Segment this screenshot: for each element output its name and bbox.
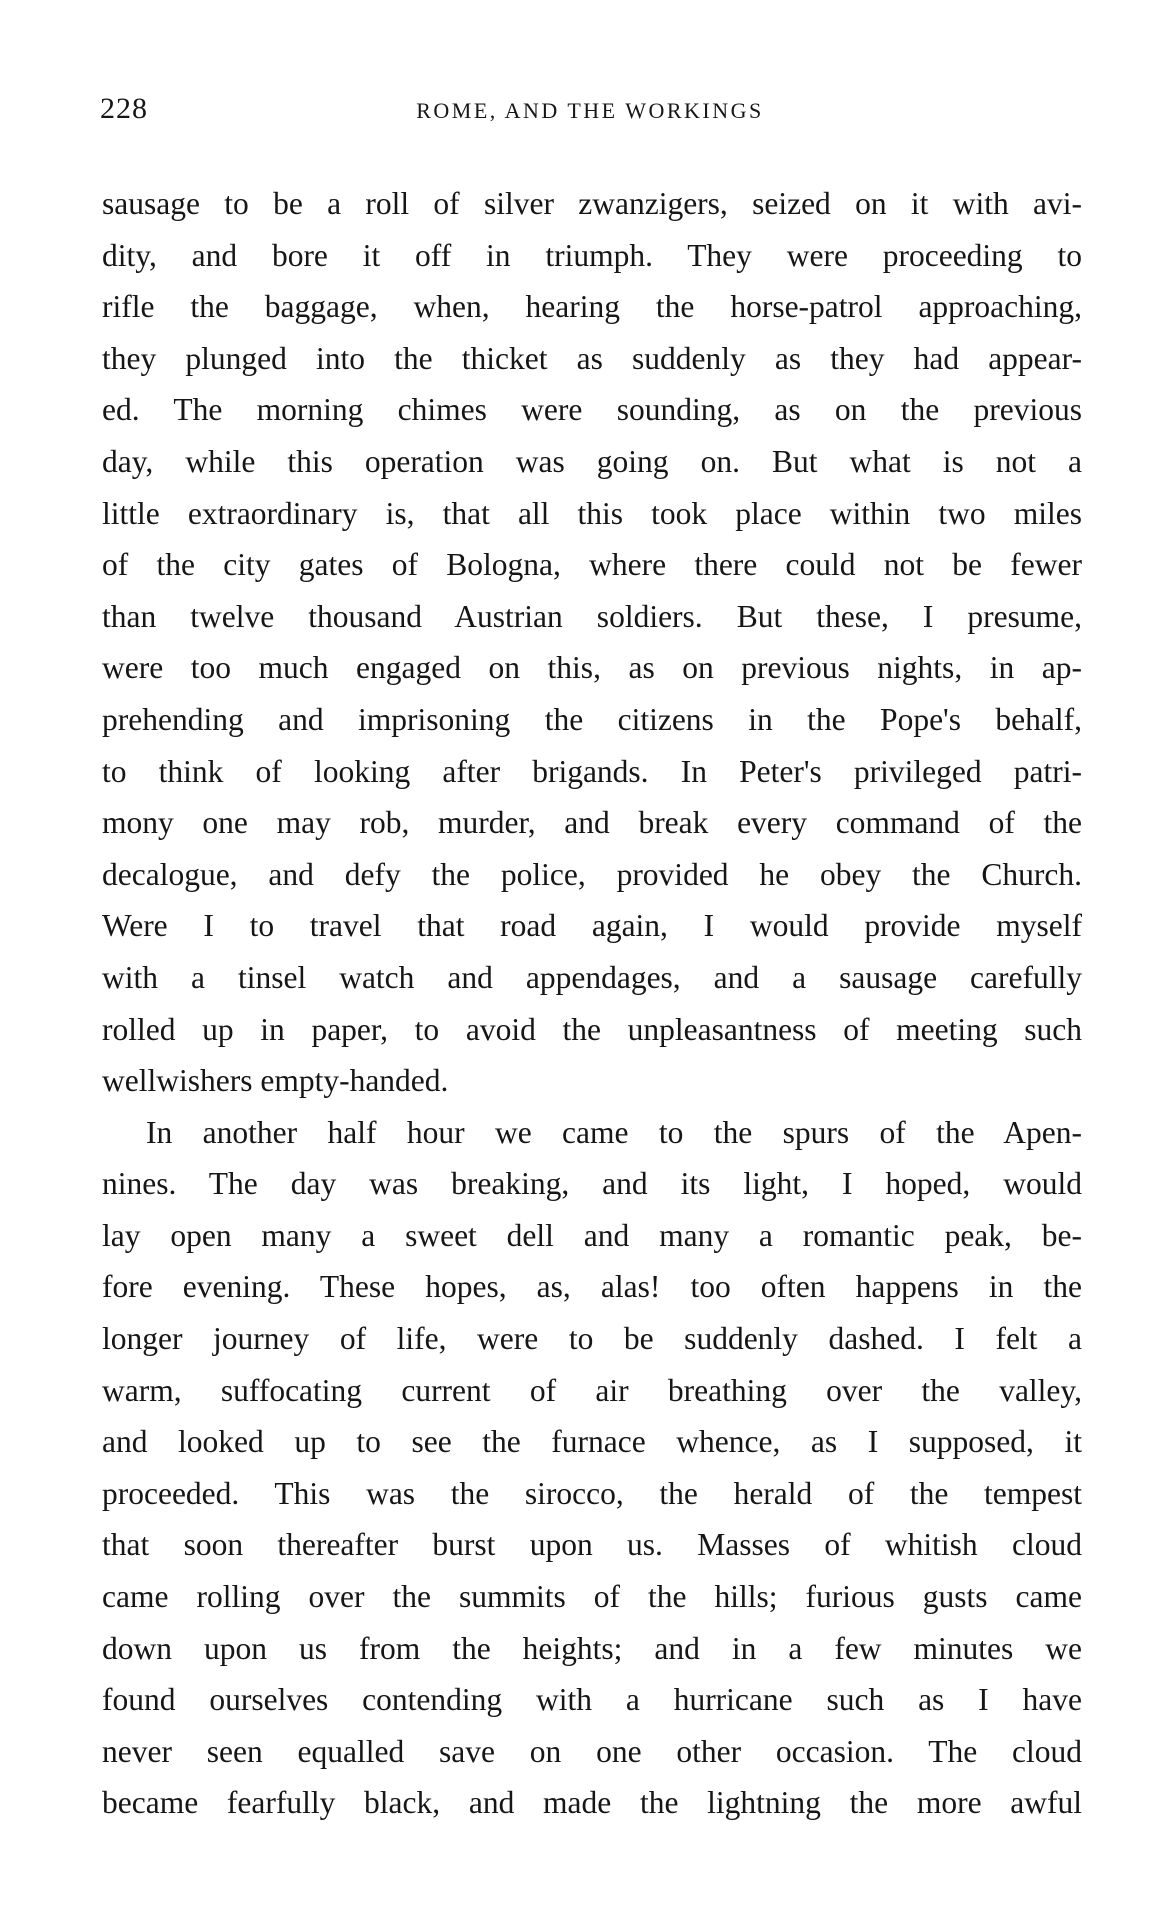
- text-line: little extraordinary is, that all this took place within two miles: [102, 495, 1082, 531]
- text-line: warm, suffocating current of air breathing over the valley,: [102, 1372, 1082, 1408]
- text-line: proceeded. This was the sirocco, the herald of the tempest: [102, 1475, 1082, 1511]
- text-line: to think of looking after brigands. In Peter's privileged patri-: [102, 753, 1082, 789]
- text-line: Were I to travel that road again, I would provide myself: [102, 908, 1082, 944]
- text-line: wellwishers empty-handed.: [102, 1063, 449, 1099]
- paragraph-1: [102, 178, 1082, 1107]
- body-text: [102, 178, 1082, 1829]
- page-number: 228: [100, 92, 148, 125]
- text-line: were too much engaged on this, as on previous nights, in ap-: [102, 650, 1082, 686]
- text-line: rifle the baggage, when, hearing the horse-patrol approaching,: [102, 289, 1082, 325]
- text-line: longer journey of life, were to be suddenly dashed. I felt a: [102, 1321, 1082, 1357]
- text-line: mony one may rob, murder, and break every command of the: [102, 805, 1082, 841]
- text-line: decalogue, and defy the police, provided he obey the Church.: [102, 856, 1082, 892]
- text-line: found ourselves contending with a hurricane such as I have: [102, 1682, 1082, 1718]
- text-line: down upon us from the heights; and in a few minutes we: [102, 1630, 1082, 1666]
- text-line: than twelve thousand Austrian soldiers. But these, I presume,: [102, 598, 1082, 634]
- text-line: day, while this operation was going on. But what is not a: [102, 443, 1082, 479]
- text-line: and looked up to see the furnace whence, as I supposed, it: [102, 1424, 1082, 1460]
- paragraph-2: [102, 1107, 1082, 1829]
- text-line: rolled up in paper, to avoid the unpleasantness of meeting such: [102, 1011, 1082, 1047]
- text-line: they plunged into the thicket as suddenly as they had appear-: [102, 340, 1082, 376]
- text-line: never seen equalled save on one other occasion. The cloud: [102, 1733, 1082, 1769]
- text-line: came rolling over the summits of the hills; furious gusts came: [102, 1579, 1082, 1615]
- text-line: prehending and imprisoning the citizens in the Pope's behalf,: [102, 701, 1082, 737]
- text-line: became fearfully black, and made the lightning the more awful: [102, 1785, 1082, 1821]
- running-head: [100, 92, 1080, 132]
- text-line: that soon thereafter burst upon us. Masses of whitish cloud: [102, 1527, 1082, 1563]
- text-line: sausage to be a roll of silver zwanzigers, seized on it with avi-: [102, 186, 1082, 221]
- text-line: lay open many a sweet dell and many a romantic peak, be-: [102, 1217, 1082, 1253]
- text-line: In another half hour we came to the spurs of the Apen-: [146, 1114, 1082, 1150]
- text-line: dity, and bore it off in triumph. They were proceeding to: [102, 237, 1082, 273]
- text-line: with a tinsel watch and appendages, and a sausage carefully: [102, 959, 1082, 995]
- text-line: of the city gates of Bologna, where there could not be fewer: [102, 547, 1082, 583]
- text-line: fore evening. These hopes, as, alas! too often happens in the: [102, 1269, 1082, 1305]
- running-title: ROME, AND THE WORKINGS: [416, 98, 764, 123]
- text-line: ed. The morning chimes were sounding, as on the previous: [102, 392, 1082, 428]
- text-line: nines. The day was breaking, and its light, I hoped, would: [102, 1166, 1082, 1202]
